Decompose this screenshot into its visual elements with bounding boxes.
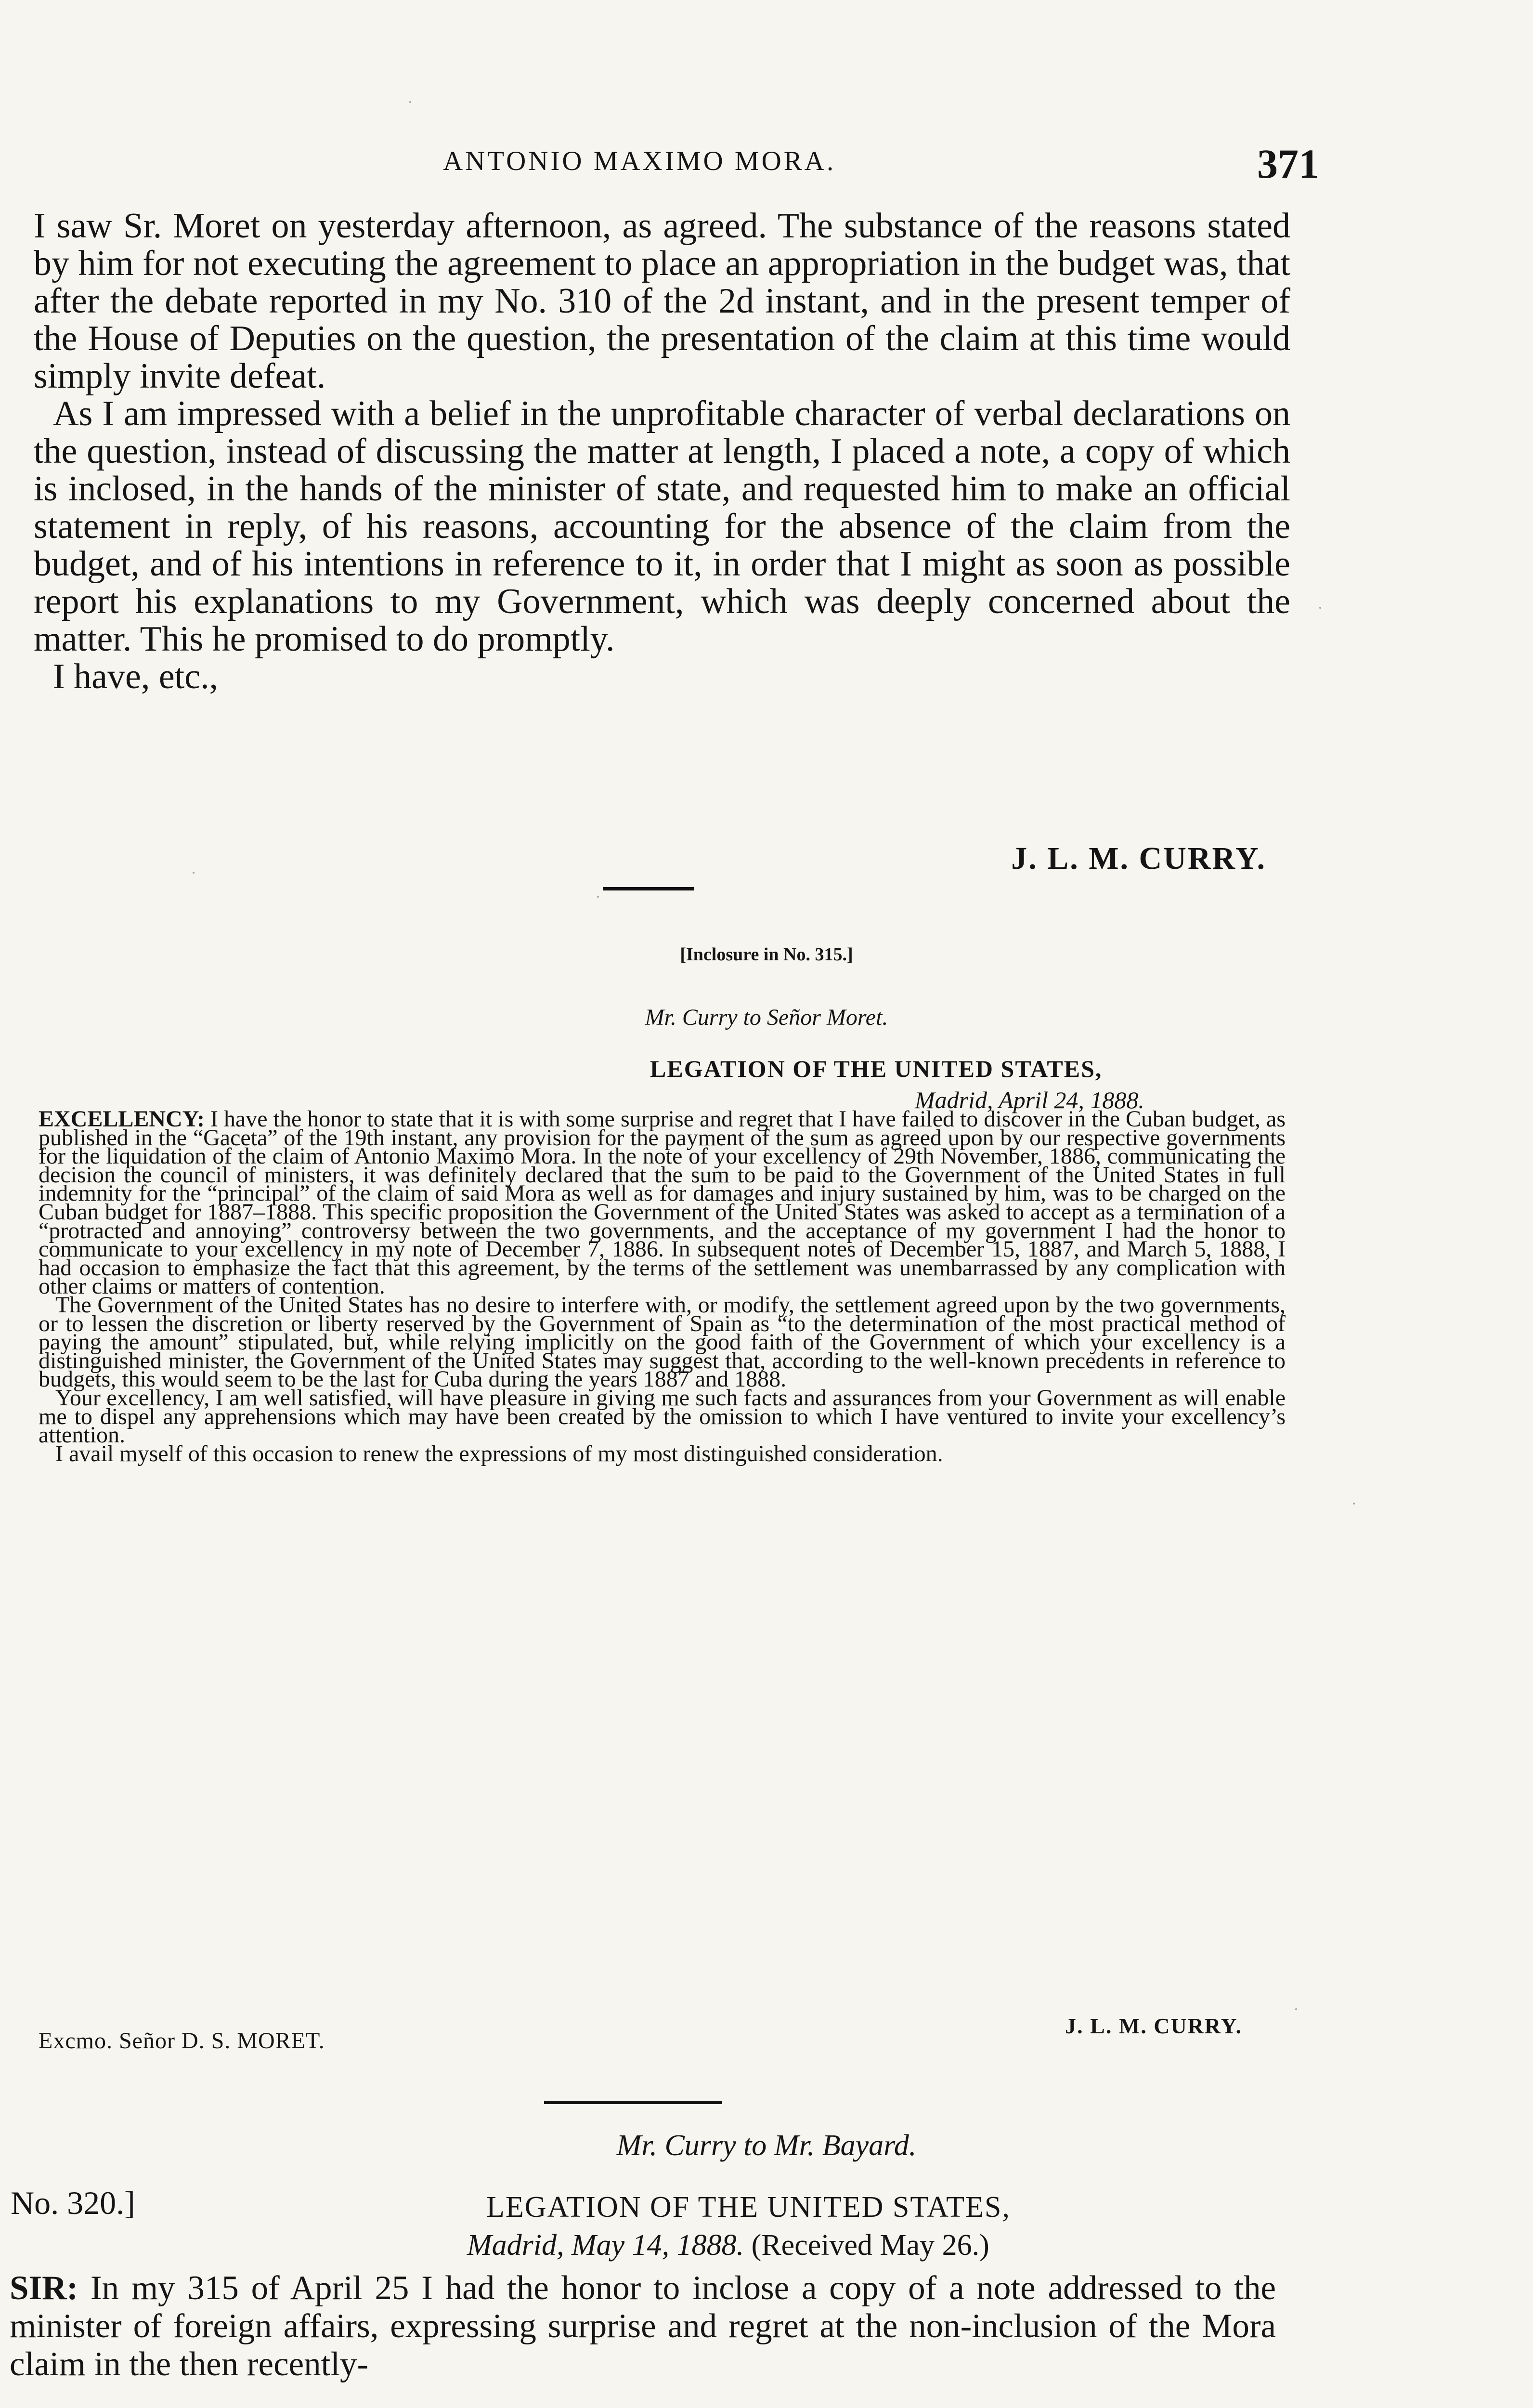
inclosure-paragraph: The Government of the United States has no desire to interfere with, or modify, the settlement agreed upon by the two governments, or to lessen the discretion or liberty reserved by the Government of Spain as “to the determination of the most practical method of paying the amount” stipulated, but, while relying implicitly on the good faith of the Government of which your excellency is a distinguished minister, the Government of the United States may suggest that, according to the well-known precedents in reference to budgets, this would seem to be the last for Cuba during the years 1887 and 1888. [39, 1292, 1286, 1392]
first-letter-paragraph: I saw Sr. Moret on yesterday afternoon, as agreed. The substance of the reasons stated by him for not executing the agreement to place an appropriation in the budget was, that after the debate reported in my No. 310 of the 2d instant, and in the present temper of the House of Deputies on the question, the presentation of the claim at this time would simply invite defeat. [34, 206, 1290, 396]
second-letter-date-line [467, 2228, 1271, 2263]
inclosure-heading: [Inclosure in No. 315.] [680, 944, 853, 965]
scan-speck [409, 101, 411, 103]
second-letter-text: In my 315 of April 25 I had the honor to inclose a copy of a note addressed to the minister of foreign affairs, expressing surprise and regret at the non-inclusion of the Mora claim in the then recently- [10, 2269, 1276, 2383]
inclosure-date: Madrid, April 24, 1888. [915, 1086, 1144, 1113]
scan-speck [1295, 2008, 1297, 2010]
received-date: (Received May 26.) [751, 2229, 989, 2262]
letter-number: No. 320.] [11, 2185, 135, 2221]
second-letter-lead: SIR: [10, 2269, 78, 2307]
opening-lead: EXCELLENCY: [39, 1106, 205, 1132]
closing-line: I have, etc., [53, 657, 219, 696]
first-letter-paragraph: As I am impressed with a belief in the unprofitable character of verbal declarations on the question, instead of discussing the matter at length, I placed a note, a copy of which is inclosed, in the hands of the minister of state, and requested him to make an official statement in reply, of his reasons, accounting for the absence of the claim from the budget, and of his intentions in reference to it, in order that I might as soon as possible report his explanations to my Government, which was deeply concerned about the matter. This he promised to do promptly. [34, 394, 1290, 659]
scan-speck [597, 896, 599, 898]
scan-speck [1319, 607, 1321, 609]
scan-speck [193, 872, 195, 874]
inclosure-title: Mr. Curry to Señor Moret. [645, 1005, 888, 1030]
running-header: ANTONIO MAXIMO MORA. [443, 146, 836, 176]
second-letter-legation: LEGATION OF THE UNITED STATES, [486, 2191, 1011, 2224]
inclosure-paragraph-text: I have the honor to state that it is with some surprise and regret that I have failed to discover in the Cuban budget, as published in the “Gaceta” of the 19th instant, any provision for the payment of the sum as agreed upon by our respective governments for the liquidation of the claim of Antonio Maximo Mora. In the note of your excellency of 29th November, 1886, communicating the decision the council of ministers, it was definitely declared that the sum to be paid to the Government of the United States in full indemnity for the “principal” of the claim of said Mora as well as for damages and injury sustained by him, was to be charged on the Cuban budget for 1887–1888. This specific proposition the Government of the United States was asked to accept as a termination of a “protracted and annoying” controversy between the two governments, and the acceptance of my government I had the honor to communicate to your excellency in my note of December 7, 1886. In subsequent notes of December 15, 1887, and March 5, 1888, I had occasion to emphasize the fact that this agreement, by the terms of the settlement was unembarrassed by any complication with other claims or matters of contention. [39, 1106, 1286, 1299]
page-number: 371 [1257, 141, 1319, 187]
section-rule [603, 887, 694, 890]
addressee: Excmo. Señor D. S. MORET. [39, 2028, 325, 2054]
inclosure-paragraph: Your excellency, I am well satisfied, will have pleasure in giving me such facts and assurances from your Government as will enable me to dispel any apprehensions which may have been created by the omission to which I have ventured to invite your excellency’s attention. [39, 1385, 1286, 1448]
inclosure-signature: J. L. M. CURRY. [1065, 2014, 1242, 2038]
section-rule [544, 2101, 722, 2104]
second-letter-date: Madrid, May 14, 1888. [467, 2229, 744, 2262]
inclosure-legation: LEGATION OF THE UNITED STATES, [650, 1055, 1103, 1082]
first-letter-body [34, 207, 1290, 695]
scan-speck [1353, 1503, 1355, 1505]
inclosure-paragraph [39, 1106, 1286, 1299]
second-letter-title: Mr. Curry to Mr. Bayard. [616, 2129, 917, 2162]
inclosure-paragraph: I avail myself of this occasion to renew the expressions of my most distinguished consideration. [55, 1440, 943, 1466]
inclosure-body [39, 1106, 1286, 1466]
first-signature: J. L. M. CURRY. [1011, 841, 1266, 876]
second-letter-body [10, 2269, 1276, 2383]
